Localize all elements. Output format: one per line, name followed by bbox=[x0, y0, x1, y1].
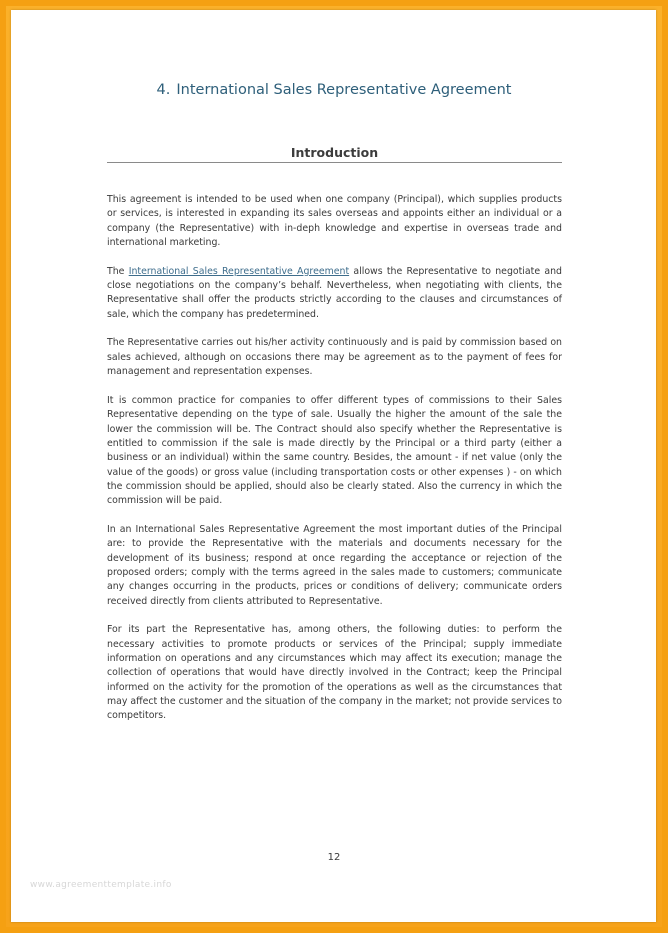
agreement-link[interactable]: International Sales Representative Agreement bbox=[128, 265, 350, 277]
page-number: 12 bbox=[327, 852, 341, 863]
watermark: www.agreementtemplate.info bbox=[30, 880, 172, 890]
paragraph-5: In an International Sales Representative Agreement the most important duties of the Principal are: to provide the Representative with the materials and documents necessary for the development of its business; respond at once regarding the acceptance or rejection of the proposed orders; comply with the terms agreed in the sales made to customers; communicate any changes occurring in the products, prices or conditions of delivery; communicate orders received directly from clients attributed to Representative. bbox=[107, 523, 562, 607]
paragraph-4: It is common practice for companies to offer different types of commissions to their Sales Representative depending on the type of sale. Usually the higher the amount of the sale the lower the commission will be. The Contract should also specify whether the Representative is entitled to commission if the sale is made directly by the Principal or a third party (either a business or an individual) within the same country. Besides, the amount - if net value (only the value of the goods) or gross value (including transportation costs or other expenses ) - on which the commission should be applied, should also be clearly stated. Also the currency in which the commission will be paid. bbox=[107, 394, 562, 507]
section-heading bbox=[0, 82, 668, 98]
paragraph-3: The Representative carries out his/her activity continuously and is paid by commission based on sales achieved, although on occasions there may be agreement as to the payment of fees for management and representation expenses. bbox=[107, 337, 562, 378]
paragraph-6: For its part the Representative has, among others, the following duties: to perform the necessary activities to promote products or services of the Principal; supply immediate information on operations and any circumstances which may affect its execution; manage the collection of operations that would have directly involved in the Contract; keep the Principal informed on the activity for the promotion of the operations as well as the circumstances that may affect the customer and the situation of the company in the market; not provide services to competitors. bbox=[107, 624, 562, 722]
section-title: International Sales Representative Agreement bbox=[176, 82, 512, 98]
document-body bbox=[107, 193, 562, 738]
paragraph-1: This agreement is intended to be used when one company (Principal), which supplies products or services, is interested in expanding its sales overseas and appoints either an individual or a company (the Representative) with in-deph knowledge and expertise in overseas trade and international marketing. bbox=[107, 194, 562, 249]
introduction-heading: Introduction bbox=[290, 145, 379, 160]
paragraph-2 bbox=[107, 265, 562, 322]
paragraph-2-suffix: allows the Representative to negotiate and close negotiations on the company’s behalf. Nevertheless, when negotiating with clients, the Representative shall offer the products strictly according to the clauses and circumstances of sale, which the company has predetermined. bbox=[107, 265, 562, 320]
paragraph-2-prefix: The bbox=[107, 265, 129, 277]
heading-divider bbox=[107, 162, 562, 163]
section-number: 4. bbox=[156, 82, 171, 98]
